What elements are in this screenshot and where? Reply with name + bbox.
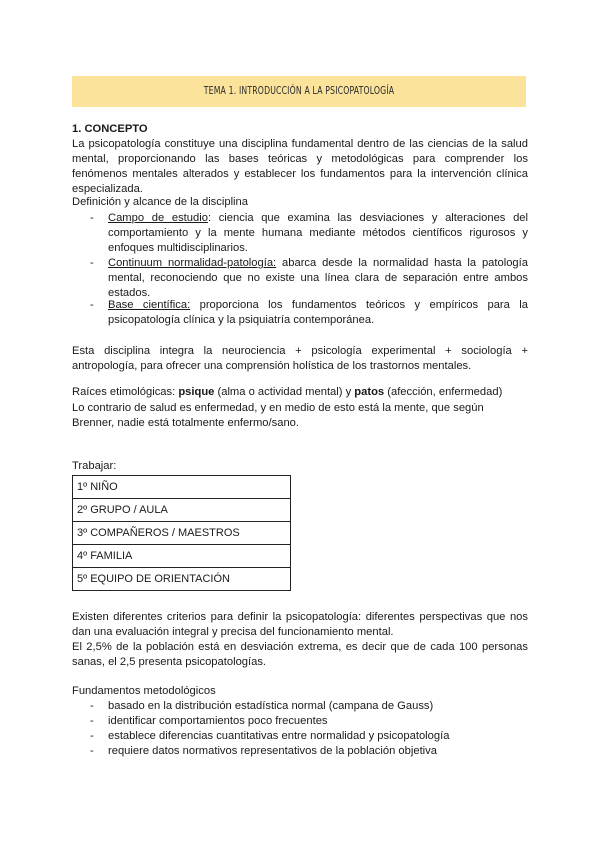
list-item — [90, 256, 528, 301]
concepto-paragraph: La psicopatología constituye una disciplina fundamental dentro de las ciencias de la salud mental, proporcionando las bases teóricas y metodológicas para comprender los fenómenos mentales alterados y establecer los fundamentos para la intervención clínica especializada. — [72, 138, 528, 195]
table-row: 1º NIÑO — [73, 476, 291, 499]
item-term: Base científica: — [108, 299, 191, 311]
criterios-paragraph: Existen diferentes criterios para definir la psicopatología: diferentes perspectivas que nos dan una evaluación integral y precisa del funcionamiento mental. — [72, 611, 528, 638]
item-sep: : — [207, 212, 212, 224]
list-dash: - — [90, 257, 94, 269]
table-row: 2º GRUPO / AULA — [73, 499, 291, 522]
raices-m1: (alma o actividad mental) y — [214, 386, 355, 398]
item-text: proporciona los fundamentos teóricos y empíricos para la psicopatología clínica y la psiquiatría contemporánea. — [108, 299, 528, 326]
title-banner — [72, 76, 526, 107]
table-row: 4º FAMILIA — [73, 545, 291, 568]
list-dash: - — [90, 745, 94, 757]
item-term: Continuum normalidad-patología: — [108, 257, 277, 269]
list-item — [90, 699, 528, 714]
raices-paragraph: Lo contrario de salud es enfermedad, y en medio de esto está la mente, que según Brenner, nadie está totalmente enfermo/sano. — [72, 402, 484, 429]
list-item — [90, 714, 528, 729]
definicion-title: Definición y alcance de la disciplina — [72, 196, 248, 208]
list-item — [90, 298, 528, 328]
raices-m2: (afección, enfermedad) — [384, 386, 503, 398]
list-dash: - — [90, 730, 94, 742]
desviacion-paragraph: El 2,5% de la población está en desviación extrema, es decir que de cada 100 personas sanas, el 2,5 presenta psicopatologías. — [72, 641, 528, 668]
trabajar-label: Trabajar: — [72, 460, 117, 472]
item-text: basado en la distribución estadística normal (campana de Gauss) — [108, 700, 434, 712]
item-text: identificar comportamientos poco frecuentes — [108, 715, 328, 727]
item-text: abarca desde la normalidad hasta la patología mental, reconociendo que no existe una línea clara de separación entre ambos estados. — [108, 257, 528, 299]
list-dash: - — [90, 299, 94, 311]
list-dash: - — [90, 700, 94, 712]
raices-prefix: Raíces etimológicas: — [72, 386, 179, 398]
table-row: 5º EQUIPO DE ORIENTACIÓN — [73, 568, 291, 591]
list-item — [90, 744, 528, 759]
raices-line — [72, 385, 528, 400]
trabajar-table — [72, 475, 291, 591]
item-term: Campo de estudio — [108, 212, 208, 224]
list-item — [90, 729, 528, 744]
integra-paragraph: Esta disciplina integra la neurociencia + psicología experimental + sociología + antropología, para ofrecer una comprensión holística de los trastornos mentales. — [72, 345, 528, 372]
item-text: establece diferencias cuantitativas entre normalidad y psicopatología — [108, 730, 450, 742]
list-dash: - — [90, 212, 94, 224]
fundamentos-title: Fundamentos metodológicos — [72, 685, 216, 697]
raices-patos: patos — [354, 386, 385, 398]
section-heading: 1. CONCEPTO — [72, 123, 148, 135]
raices-psique: psique — [178, 386, 215, 398]
list-dash: - — [90, 715, 94, 727]
document-title: TEMA 1. INTRODUCCIÓN A LA PSICOPATOLOGÍA — [203, 85, 395, 97]
item-text: requiere datos normativos representativos de la población objetiva — [108, 745, 437, 757]
list-item — [90, 211, 528, 256]
table-row: 3º COMPAÑEROS / MAESTROS — [73, 522, 291, 545]
item-text: ciencia que examina las desviaciones y alteraciones del comportamiento y la mente humana mediante métodos científicos rigurosos y enfoques multidisciplinarios. — [108, 212, 529, 254]
